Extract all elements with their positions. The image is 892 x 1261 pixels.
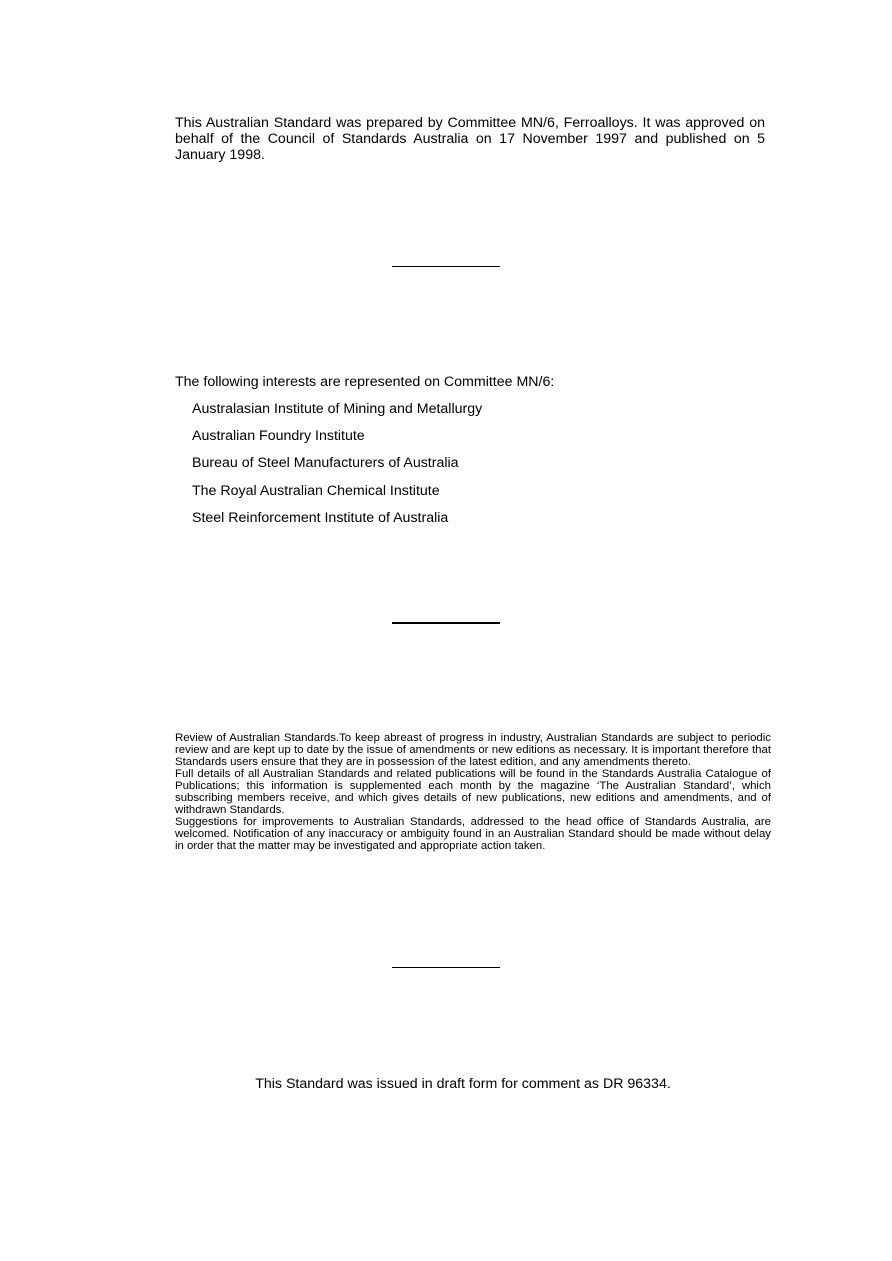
divider-rule [392,622,500,624]
interest-item: Bureau of Steel Manufacturers of Australia [192,455,459,472]
draft-note: This Standard was issued in draft form for comment as DR 96334. [255,1076,671,1092]
suggestions-paragraph: Suggestions for improvements to Australian Standards, addressed to the head office of Standards Australia, are welcomed. Notification of any inaccuracy or ambiguity found in an Australian Standard should be made without delay in order that the matter may be investigated and appropriate action taken. [175,816,771,852]
committee-interests [175,373,775,536]
interest-item: Australian Foundry Institute [192,428,365,445]
interests-heading: The following interests are represented on Committee MN/6: [175,374,555,390]
divider-rule [392,967,500,968]
catalogue-paragraph: Full details of all Australian Standards and related publications will be found in the Standards Australia Catalogue of Publications; this information is supplemented each month by the magazine ‘The Australian Standard’, which subscribing members receive, and which gives details of new publications, new editions and amendments, and of withdrawn Standards. [175,768,771,816]
divider-rule [392,266,500,267]
review-notice [175,732,771,852]
interest-item: Steel Reinforcement Institute of Australia [192,509,449,526]
interests-list [175,400,775,527]
interest-item: Australasian Institute of Mining and Metallurgy [192,401,483,417]
interest-item: The Royal Australian Chemical Institute [192,482,440,499]
preparation-statement: This Australian Standard was prepared by Committee MN/6, Ferroalloys. It was approved on behalf of the Council of Standards Australia on 17 November 1997 and published on 5 January 1998. [175,115,765,163]
review-paragraph: Review of Australian Standards.To keep abreast of progress in industry, Australian Standards are subject to periodic review and are kept up to date by the issue of amendments or new editions as necessary. It is important therefore that Standards users ensure that they are in possession of the latest edition, and any amendments thereto. [175,732,771,768]
